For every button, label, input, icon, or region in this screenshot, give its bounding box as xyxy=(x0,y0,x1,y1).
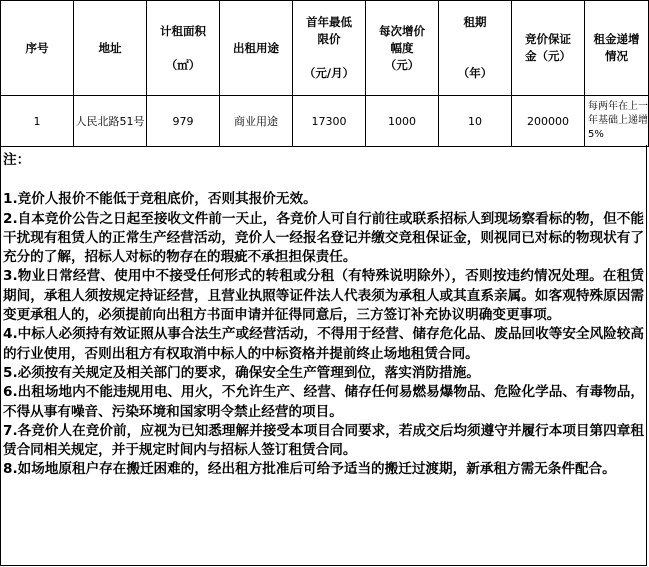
header-use: 出租用途 xyxy=(220,1,293,96)
note-item: 8.如场地原租户存在搬迁困难的，经出租方批准后可给予适当的搬迁过渡期，新承租方需无条件配合。 xyxy=(3,461,616,478)
header-seq: 序号 xyxy=(1,1,74,96)
cell-term: 10 xyxy=(439,96,512,147)
note-item: 6.出租场地内不能违规用电、用火，不允许生产、经营、储存任何易燃易爆物品、危险化学品、有毒物品，不得从事有噪音、污染环境和国家明令禁止经营的项目。 xyxy=(3,384,644,420)
note-item: 1.竞价人报价不能低于竞租底价，否则其报价无效。 xyxy=(3,191,317,208)
cell-escalation: 每两年在上一年基础上递增5% xyxy=(585,96,649,147)
cell-deposit: 200000 xyxy=(512,96,585,147)
header-area: 计租面积 （㎡） xyxy=(147,1,220,96)
note-item: 5.必须按有关规定及相关部门的要求，确保安全生产管理到位，落实消防措施。 xyxy=(3,364,480,381)
note-item: 3.物业日常经营、使用中不接受任何形式的转租或分租（有特殊说明除外），否则按违约情况处理。在租赁期间，承租人须按规定持证经营，且营业执照等证件法人代表须为承租人或其直系亲属。如客观特殊原因需变更承租人的，必须提前向出租方书面申请并征得同意后，三方签订补充协议明确变更事项。 xyxy=(3,268,644,324)
table-row xyxy=(1,96,649,147)
note-item: 2.自本竞价公告之日起至接收文件前一天止，各竞价人可自行前往或联系招标人到现场察看标的物，但不能干扰现有租赁人的正常生产经营活动，竞价人一经报名登记并缴交竞租保证金，则视同已对标的物现状有了充分的了解，招标人对标的物存在的瑕疵不承担担保责任。 xyxy=(3,210,644,266)
header-increment: 每次增价 幅度 （元） xyxy=(366,1,439,96)
cell-increment: 1000 xyxy=(366,96,439,147)
cell-use: 商业用途 xyxy=(220,96,293,147)
cell-seq: 1 xyxy=(1,96,74,147)
header-address: 地址 xyxy=(74,1,147,96)
table-header-row xyxy=(1,1,649,96)
rental-table xyxy=(0,0,649,147)
header-deposit: 竞价保证 金（元） xyxy=(512,1,585,96)
cell-floor-price: 17300 xyxy=(293,96,366,147)
notes-title: 注： xyxy=(3,152,31,168)
cell-area: 979 xyxy=(147,96,220,147)
note-item: 7.各竞价人在竞价前，应视为已知悉理解并接受本项目合同要求，若成交后均须遵守并履行本项目第四章租赁合同相关规定，并于规定时间内与招标人签订租赁合同。 xyxy=(3,422,644,459)
header-escalation: 租金递增 情况 xyxy=(585,1,649,96)
header-term: 租期 （年） xyxy=(439,1,512,96)
cell-address: 人民北路51号 xyxy=(74,96,147,147)
note-item: 4.中标人必须持有效证照从事合法生产或经营活动，不得用于经营、储存危化品、废品回收等安全风险较高的行业使用，否则出租方有权取消中标人的中标资格并提前终止场地租赁合同。 xyxy=(3,326,644,362)
header-floor-price: 首年最低 限价 （元/月） xyxy=(293,1,366,96)
notes-section xyxy=(0,145,647,566)
